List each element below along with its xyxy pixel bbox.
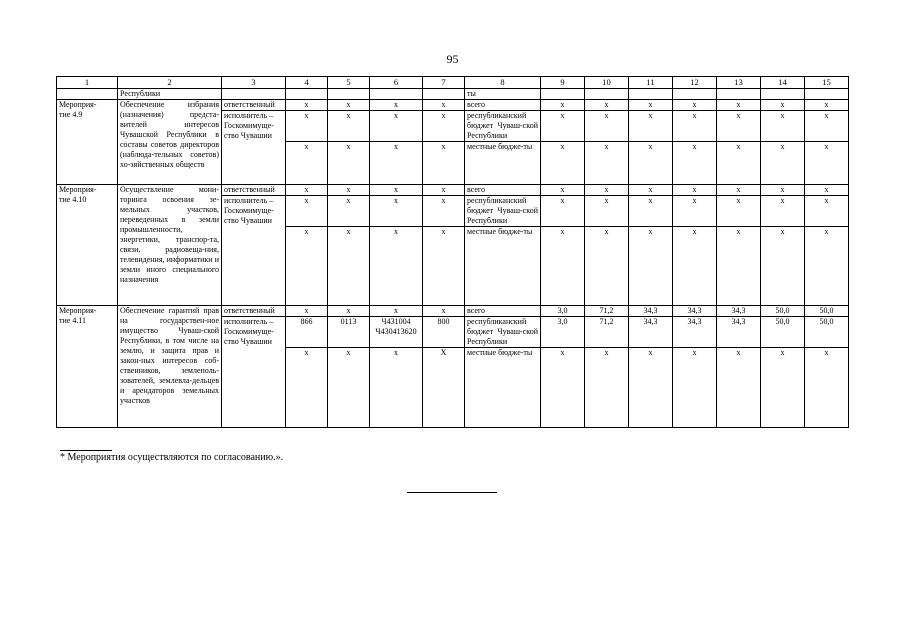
year-value: х bbox=[673, 142, 717, 185]
year-value: 34,3 bbox=[717, 306, 761, 317]
year-value: х bbox=[805, 100, 849, 111]
year-value: х bbox=[629, 196, 673, 227]
year-value: 34,3 bbox=[629, 306, 673, 317]
expense-code: х bbox=[423, 196, 465, 227]
funding-source: всего bbox=[465, 100, 541, 111]
footnote-separator bbox=[60, 450, 112, 451]
funding-source: республиканский бюджет Чуваш-ской Республики bbox=[465, 317, 541, 348]
year-value: х bbox=[761, 185, 805, 196]
year-value: х bbox=[805, 227, 849, 306]
funding-source: всего bbox=[465, 185, 541, 196]
admin-code: 866 bbox=[286, 317, 328, 348]
footnote: * Мероприятия осуществляются по согласованию.». bbox=[60, 452, 284, 463]
table-cell bbox=[673, 89, 717, 100]
table-cell bbox=[328, 89, 370, 100]
column-header: 12 bbox=[673, 77, 717, 89]
year-value: 34,3 bbox=[673, 306, 717, 317]
column-header: 13 bbox=[717, 77, 761, 89]
year-value: х bbox=[629, 111, 673, 142]
event-title: Осуществление мони-торинга освоения зе-мельных участков, переведенных в земли промышленности, энергетики, транспор-та, связи, радиовеща-ния, телевидения, информатики и земли иного специального назначения bbox=[118, 185, 222, 306]
expense-code: 800 bbox=[423, 317, 465, 348]
year-value: х bbox=[629, 142, 673, 185]
year-value: х bbox=[717, 348, 761, 428]
year-value: х bbox=[673, 196, 717, 227]
year-value: х bbox=[541, 196, 585, 227]
section-code: х bbox=[328, 111, 370, 142]
year-value: х bbox=[805, 111, 849, 142]
executor-label: ответственный bbox=[222, 185, 286, 196]
expense-code: х bbox=[423, 142, 465, 185]
year-value: х bbox=[717, 227, 761, 306]
year-value: х bbox=[541, 185, 585, 196]
year-value: х bbox=[673, 185, 717, 196]
funding-source: местные бюдже-ты bbox=[465, 348, 541, 428]
year-value: х bbox=[761, 227, 805, 306]
expense-code: х bbox=[423, 100, 465, 111]
section-code: х bbox=[328, 142, 370, 185]
continuation-row bbox=[57, 89, 849, 100]
table-cell bbox=[57, 89, 118, 100]
section-code: х bbox=[328, 196, 370, 227]
year-value: х bbox=[673, 100, 717, 111]
expense-code: х bbox=[423, 111, 465, 142]
year-value: х bbox=[585, 142, 629, 185]
year-value: х bbox=[717, 100, 761, 111]
event-title: Обеспечение избрания (назначения) предста-вителей интересов Чувашской Республики в составы советов директоров (наблюда-тельных советов) хо-зяйственных обществ bbox=[118, 100, 222, 185]
year-value: х bbox=[717, 196, 761, 227]
expense-code: х bbox=[423, 227, 465, 306]
year-value: х bbox=[673, 111, 717, 142]
year-value: х bbox=[761, 196, 805, 227]
program-table bbox=[56, 76, 849, 428]
year-value: х bbox=[585, 111, 629, 142]
year-value: х bbox=[805, 348, 849, 428]
expense-code: х bbox=[423, 306, 465, 317]
column-header: 8 bbox=[465, 77, 541, 89]
expense-code: х bbox=[423, 185, 465, 196]
funding-source: республиканский бюджет Чуваш-ской Республики bbox=[465, 111, 541, 142]
column-header: 15 bbox=[805, 77, 849, 89]
executor-name: исполнитель – Госкомимуще-ство Чувашии bbox=[222, 317, 286, 428]
table-cell bbox=[222, 89, 286, 100]
page-number: 95 bbox=[446, 52, 459, 66]
year-value: 50,0 bbox=[761, 317, 805, 348]
funding-source: республиканский бюджет Чуваш-ской Республики bbox=[465, 196, 541, 227]
year-value: 71,2 bbox=[585, 317, 629, 348]
admin-code: х bbox=[286, 185, 328, 196]
year-value: 3,0 bbox=[541, 306, 585, 317]
year-value: х bbox=[585, 100, 629, 111]
year-value: х bbox=[805, 196, 849, 227]
target-code: х bbox=[370, 348, 423, 428]
admin-code: х bbox=[286, 111, 328, 142]
target-code: х bbox=[370, 185, 423, 196]
target-code: х bbox=[370, 142, 423, 185]
executor-label: ответственный bbox=[222, 306, 286, 317]
year-value: х bbox=[541, 142, 585, 185]
year-value: х bbox=[805, 185, 849, 196]
end-line bbox=[407, 492, 497, 493]
table-cell bbox=[805, 89, 849, 100]
event-id: Мероприя- тие 4.9 bbox=[57, 100, 118, 185]
table-cell bbox=[761, 89, 805, 100]
expense-code: Х bbox=[423, 348, 465, 428]
target-code: х bbox=[370, 111, 423, 142]
table-cell bbox=[585, 89, 629, 100]
section-code: х bbox=[328, 100, 370, 111]
section-code: х bbox=[328, 306, 370, 317]
table-cell bbox=[370, 89, 423, 100]
year-value: х bbox=[761, 142, 805, 185]
column-header: 14 bbox=[761, 77, 805, 89]
year-value: х bbox=[717, 142, 761, 185]
section-code: 0113 bbox=[328, 317, 370, 348]
year-value: 50,0 bbox=[805, 317, 849, 348]
column-header: 3 bbox=[222, 77, 286, 89]
target-code: х bbox=[370, 227, 423, 306]
table-cell: Республики bbox=[118, 89, 222, 100]
column-header: 5 bbox=[328, 77, 370, 89]
section-code: х bbox=[328, 227, 370, 306]
year-value: х bbox=[761, 111, 805, 142]
table-row bbox=[57, 185, 849, 196]
executor-name: исполнитель – Госкомимуще-ство Чувашии bbox=[222, 111, 286, 185]
event-id: Мероприя- тие 4.10 bbox=[57, 185, 118, 306]
year-value: х bbox=[585, 348, 629, 428]
year-value: 71,2 bbox=[585, 306, 629, 317]
table-cell: ты bbox=[465, 89, 541, 100]
column-header: 9 bbox=[541, 77, 585, 89]
table-cell bbox=[717, 89, 761, 100]
year-value: х bbox=[585, 227, 629, 306]
year-value: 50,0 bbox=[761, 306, 805, 317]
admin-code: х bbox=[286, 348, 328, 428]
year-value: 3,0 bbox=[541, 317, 585, 348]
column-header: 4 bbox=[286, 77, 328, 89]
year-value: х bbox=[629, 185, 673, 196]
column-header: 6 bbox=[370, 77, 423, 89]
funding-source: местные бюдже-ты bbox=[465, 142, 541, 185]
column-header: 1 bbox=[57, 77, 118, 89]
year-value: х bbox=[805, 142, 849, 185]
table-cell bbox=[286, 89, 328, 100]
table-row bbox=[57, 100, 849, 111]
year-value: х bbox=[761, 100, 805, 111]
year-value: х bbox=[629, 348, 673, 428]
year-value: 34,3 bbox=[717, 317, 761, 348]
column-header: 11 bbox=[629, 77, 673, 89]
table-cell bbox=[541, 89, 585, 100]
admin-code: х bbox=[286, 142, 328, 185]
year-value: х bbox=[761, 348, 805, 428]
year-value: х bbox=[717, 111, 761, 142]
admin-code: х bbox=[286, 100, 328, 111]
year-value: х bbox=[673, 348, 717, 428]
section-code: х bbox=[328, 185, 370, 196]
year-value: 50,0 bbox=[805, 306, 849, 317]
year-value: х bbox=[717, 185, 761, 196]
target-code: х bbox=[370, 306, 423, 317]
column-header: 10 bbox=[585, 77, 629, 89]
year-value: х bbox=[541, 348, 585, 428]
year-value: х bbox=[629, 227, 673, 306]
admin-code: х bbox=[286, 306, 328, 317]
year-value: 34,3 bbox=[629, 317, 673, 348]
target-code: х bbox=[370, 100, 423, 111]
table-row bbox=[57, 306, 849, 317]
year-value: х bbox=[541, 100, 585, 111]
year-value: 34,3 bbox=[673, 317, 717, 348]
target-code: х bbox=[370, 196, 423, 227]
year-value: х bbox=[541, 227, 585, 306]
year-value: х bbox=[629, 100, 673, 111]
event-id: Мероприя- тие 4.11 bbox=[57, 306, 118, 428]
year-value: х bbox=[673, 227, 717, 306]
funding-source: всего bbox=[465, 306, 541, 317]
column-header: 2 bbox=[118, 77, 222, 89]
admin-code: х bbox=[286, 227, 328, 306]
executor-label: ответственный bbox=[222, 100, 286, 111]
admin-code: х bbox=[286, 196, 328, 227]
target-code: Ч431004 Ч430413620 bbox=[370, 317, 423, 348]
executor-name: исполнитель – Госкомимуще-ство Чувашии bbox=[222, 196, 286, 306]
year-value: х bbox=[541, 111, 585, 142]
year-value: х bbox=[585, 196, 629, 227]
column-header: 7 bbox=[423, 77, 465, 89]
table-cell bbox=[423, 89, 465, 100]
table-cell bbox=[629, 89, 673, 100]
event-title: Обеспечение гарантий прав на государствен-ное имущество Чуваш-ской Республики, в том числе на землю, и защита прав и закон-ных интересов соб-ственников, землеполь-зователей, землевла-дельцев и арендаторов земельных участков bbox=[118, 306, 222, 428]
section-code: х bbox=[328, 348, 370, 428]
funding-source: местные бюдже-ты bbox=[465, 227, 541, 306]
year-value: х bbox=[585, 185, 629, 196]
header-row bbox=[57, 77, 849, 89]
